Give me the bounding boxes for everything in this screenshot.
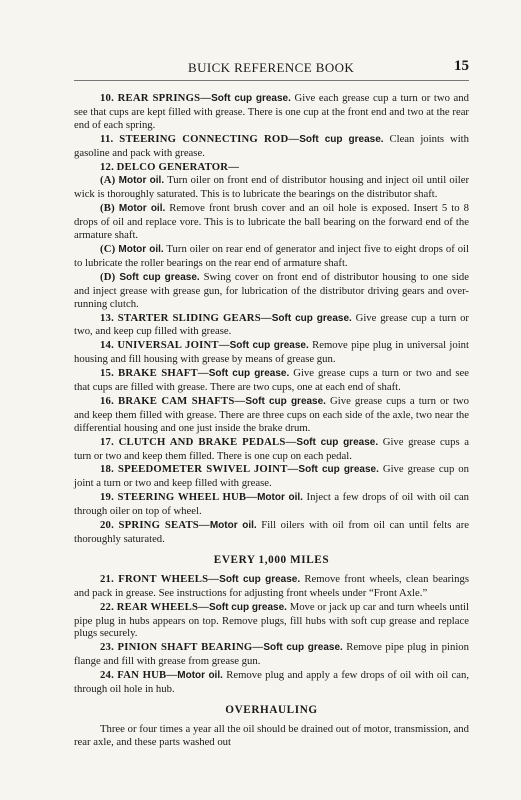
- item-text: Inject a few drops of oil with oil can through oiler on top of wheel.: [74, 491, 469, 518]
- list-item: [74, 395, 469, 435]
- lubricant-type: Motor oil.: [177, 670, 223, 682]
- item-number: 16.: [100, 394, 114, 407]
- item-heading: PINION SHAFT BEARING—: [117, 641, 264, 654]
- item-text: Remove front wheels, clean bearings and pack in grease. See instructions for adjusting front wheels under “Front Axle.”: [74, 572, 469, 599]
- lubricant-type: Motor oil.: [118, 203, 166, 215]
- list-item: [74, 92, 469, 132]
- lubricant-type: Soft cup grease.: [219, 573, 301, 585]
- list-item: [74, 573, 469, 600]
- item-text: Turn oiler on rear end of generator and inject five to eight drops of oil to lubricate the roller bearings on the rear end of armature shaft.: [74, 242, 469, 269]
- list-item: [74, 436, 469, 463]
- item-text: Give grease cups a turn or two and keep them filled. There is one cup on each pedal.: [74, 435, 469, 462]
- item-number: 22.: [100, 600, 114, 613]
- lubricant-type: Soft cup grease.: [245, 395, 326, 407]
- section-heading: OVERHAULING: [225, 703, 318, 716]
- list-item: [74, 312, 469, 339]
- item-number: 17.: [100, 435, 114, 448]
- item-text: Move or jack up car and turn wheels until pipe plug in hubs appears on top. Remove plugs, fill hubs with soft cup grease and replace plugs securely.: [74, 600, 469, 640]
- item-text: Fill oilers with oil from oil can until felts are thoroughly saturated.: [74, 519, 470, 545]
- item-text: Give each grease cup a turn or two and see that cups are kept filled with grease. There is one cup at the front end and two at the rear end of each spring.: [74, 92, 469, 131]
- list-item: [74, 641, 469, 668]
- item-text: Remove pipe plug in pinion flange and fill with grease from grease gun.: [74, 641, 469, 668]
- sub-item-label: (A): [100, 174, 116, 187]
- item-number: 12.: [100, 160, 114, 173]
- sub-item-label: (C): [100, 242, 116, 255]
- item-number: 14.: [100, 339, 114, 352]
- sub-item-label: (D): [100, 270, 116, 283]
- item-text: Turn oiler on front end of distributor housing and inject oil until oiler wick is thoroughly saturated. This is to lubricate the bearings on the distributor shaft.: [74, 174, 469, 201]
- list-item: [74, 669, 469, 696]
- lubricant-type: Soft cup grease.: [263, 642, 343, 654]
- item-heading: STEERING WHEEL HUB—: [117, 491, 258, 504]
- item-number: 19.: [100, 491, 114, 504]
- item-heading: STARTER SLIDING GEARS—: [117, 311, 272, 324]
- lubricant-type: Soft cup grease.: [229, 340, 309, 352]
- page-body: [74, 92, 469, 750]
- lubricant-type: Soft cup grease.: [119, 271, 200, 283]
- sub-item: [74, 271, 469, 311]
- item-text: Give grease cups a turn or two and see that cups are filled with grease. There are two cups, one at each end of shaft.: [74, 367, 469, 394]
- item-text: Give grease cup on joint a turn or two and keep filled with grease.: [74, 463, 469, 490]
- sub-item: [74, 174, 469, 201]
- list-item: [74, 161, 469, 174]
- running-header: [74, 58, 469, 81]
- item-number: 21.: [100, 572, 114, 585]
- item-number: 18.: [100, 463, 114, 476]
- item-heading: REAR WHEELS—: [116, 600, 209, 613]
- item-heading: SPEEDOMETER SWIVEL JOINT—: [117, 463, 299, 476]
- sub-item: [74, 202, 469, 242]
- lubricant-type: Motor oil.: [209, 520, 257, 532]
- item-text: Remove front brush cover and an oil hole is exposed. Insert 5 to 8 drops of oil and replace vore. This is to lubricate the ball bearing on the forward end of the armature shaft.: [74, 202, 470, 242]
- item-number: 10.: [100, 92, 114, 104]
- lubricant-type: Soft cup grease.: [208, 368, 290, 380]
- item-text: Give grease cup a turn or two, and keep cup filled with grease.: [74, 311, 469, 338]
- item-number: 13.: [100, 311, 114, 324]
- lubricant-type: Soft cup grease.: [208, 601, 287, 613]
- list-item: [74, 367, 469, 394]
- list-item: [74, 339, 469, 366]
- lubricant-type: Soft cup grease.: [271, 312, 352, 324]
- item-heading: FRONT WHEELS—: [118, 572, 220, 585]
- lubricant-type: Soft cup grease.: [298, 464, 379, 476]
- item-number: 15.: [100, 367, 114, 380]
- item-number: 20.: [100, 519, 114, 532]
- list-item: [74, 519, 469, 546]
- item-heading: REAR SPRINGS—: [117, 92, 212, 104]
- page-number: 15: [454, 58, 469, 74]
- lubricant-type: Soft cup grease.: [296, 436, 379, 448]
- item-heading: BRAKE CAM SHAFTS—: [118, 394, 246, 407]
- item-text: Remove pipe plug in universal joint housing and fill housing with grease by means of grease gun.: [74, 339, 469, 366]
- list-item: [74, 133, 469, 160]
- item-heading: STEERING CONNECTING ROD—: [119, 132, 300, 145]
- list-item: [74, 491, 469, 518]
- item-heading: DELCO GENERATOR—: [116, 160, 240, 173]
- list-item: [74, 601, 469, 641]
- sub-item-label: (B): [100, 202, 115, 215]
- item-number: 11.: [100, 132, 114, 145]
- item-heading: BRAKE SHAFT—: [117, 367, 209, 380]
- section-heading: EVERY 1,000 MILES: [213, 553, 330, 566]
- lubricant-type: Motor oil.: [257, 492, 303, 504]
- lubricant-type: Motor oil.: [118, 175, 165, 187]
- lubricant-type: Motor oil.: [118, 243, 164, 255]
- item-text: Clean joints with gasoline and pack with grease.: [74, 132, 469, 159]
- item-heading: UNIVERSAL JOINT—: [117, 339, 230, 352]
- item-text: Give grease cups a turn or two and keep them filled with grease. There are three cups on each side of the axle, two near the differential housing and one just inside the brake drum.: [74, 394, 469, 434]
- item-heading: CLUTCH AND BRAKE PEDALS—: [118, 435, 297, 448]
- sub-item: [74, 243, 469, 270]
- item-number: 24.: [100, 669, 114, 682]
- paragraph: Three or four times a year all the oil should be drained out of motor, transmission, and rear axle, and these parts washed out: [74, 722, 469, 748]
- item-heading: FAN HUB—: [117, 669, 178, 682]
- item-text: Remove plug and apply a few drops of oil with oil can, through oil hole in hub.: [74, 669, 470, 696]
- item-number: 23.: [100, 641, 114, 654]
- item-heading: SPRING SEATS—: [118, 519, 210, 532]
- book-title: BUICK REFERENCE BOOK: [188, 60, 355, 75]
- item-text: Swing cover on front end of distributor housing to one side and inject grease with grease gun, for lubrication of the distributor driving gears and over-running clutch.: [74, 270, 469, 310]
- lubricant-type: Soft cup grease.: [211, 93, 291, 104]
- list-item: [74, 463, 469, 490]
- lubricant-type: Soft cup grease.: [299, 133, 384, 145]
